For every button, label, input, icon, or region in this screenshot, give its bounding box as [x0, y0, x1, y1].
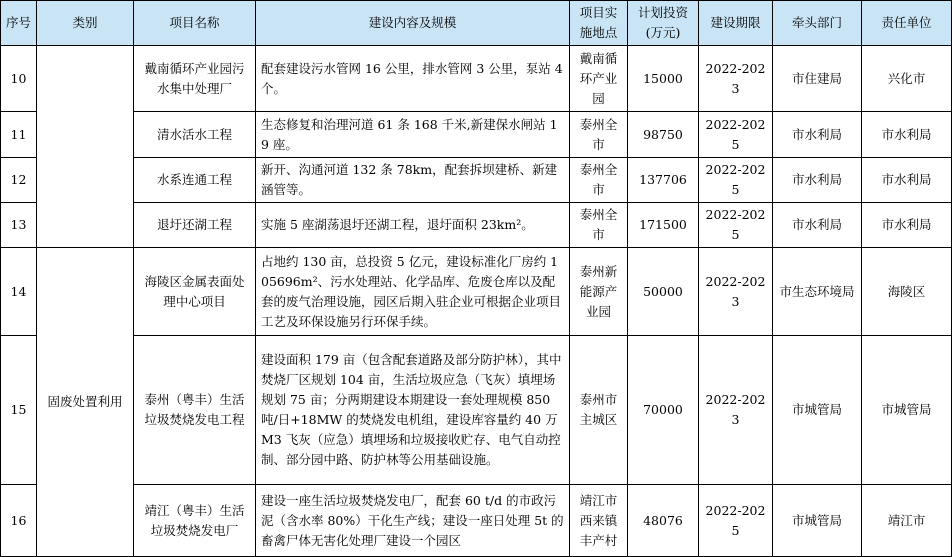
row-no: 13	[1, 203, 37, 248]
row-location: 泰州新能源产业园	[570, 248, 628, 336]
row-content: 新开、沟通河道 132 条 78km，配套拆坝建桥、新建涵管等。	[256, 158, 570, 203]
row-no: 11	[1, 112, 37, 158]
header-period: 建设期限	[699, 1, 773, 46]
row-location: 戴南循环产业园	[570, 46, 628, 112]
header-content: 建设内容及规模	[256, 1, 570, 46]
row-name: 清水活水工程	[134, 112, 256, 158]
row-investment: 137706	[628, 158, 699, 203]
row-unit: 市城管局	[862, 336, 952, 485]
row-location: 泰州全市	[570, 158, 628, 203]
row-period: 2022-2025	[699, 112, 773, 158]
row-unit: 靖江市	[862, 485, 952, 557]
category-cell-blank	[37, 46, 134, 248]
row-name: 泰州（粤丰）生活垃圾焚烧发电工程	[134, 336, 256, 485]
row-lead: 市水利局	[773, 112, 862, 158]
header-lead: 牵头部门	[773, 1, 862, 46]
row-no: 10	[1, 46, 37, 112]
row-period: 2022-2025	[699, 485, 773, 557]
row-no: 12	[1, 158, 37, 203]
row-investment: 15000	[628, 46, 699, 112]
table-row	[1, 203, 952, 248]
header-name: 项目名称	[134, 1, 256, 46]
row-content: 生态修复和治理河道 61 条 168 千米,新建保水闸站 19 座。	[256, 112, 570, 158]
table-row	[1, 336, 952, 485]
row-investment: 50000	[628, 248, 699, 336]
table-row	[1, 112, 952, 158]
row-no: 14	[1, 248, 37, 336]
header-unit: 责任单位	[862, 1, 952, 46]
row-name: 水系连通工程	[134, 158, 256, 203]
row-lead: 市住建局	[773, 46, 862, 112]
header-investment: 计划投资(万元)	[628, 1, 699, 46]
row-investment: 48076	[628, 485, 699, 557]
row-name: 海陵区金属表面处理中心项目	[134, 248, 256, 336]
header-no: 序号	[1, 1, 37, 46]
row-location: 靖江市西来镇丰产村	[570, 485, 628, 557]
row-location: 泰州全市	[570, 203, 628, 248]
table-row	[1, 485, 952, 557]
row-content: 建设一座生活垃圾焚烧发电厂，配套 60 t/d 的市政污泥（含水率 80%）干化生产线；建设一座日处理 5t 的畜禽尸体无害化处理厂建设一个园区	[256, 485, 570, 557]
table-row	[1, 46, 952, 112]
row-period: 2022-2025	[699, 158, 773, 203]
row-content: 配套建设污水管网 16 公里，排水管网 3 公里，泵站 4 个。	[256, 46, 570, 112]
row-name: 退圩还湖工程	[134, 203, 256, 248]
row-lead: 市城管局	[773, 485, 862, 557]
row-investment: 171500	[628, 203, 699, 248]
category-cell: 固废处置利用	[37, 248, 134, 557]
row-period: 2022-2023	[699, 336, 773, 485]
row-name: 戴南循环产业园污水集中处理厂	[134, 46, 256, 112]
row-lead: 市生态环境局	[773, 248, 862, 336]
header-row	[1, 1, 952, 46]
header-category: 类别	[37, 1, 134, 46]
row-period: 2022-2025	[699, 203, 773, 248]
row-lead: 市水利局	[773, 203, 862, 248]
row-no: 15	[1, 336, 37, 485]
row-period: 2022-2023	[699, 248, 773, 336]
row-unit: 市水利局	[862, 203, 952, 248]
table-row	[1, 248, 952, 336]
row-unit: 兴化市	[862, 46, 952, 112]
row-unit: 市水利局	[862, 158, 952, 203]
row-content: 实施 5 座湖荡退圩还湖工程，退圩面积 23km²。	[256, 203, 570, 248]
row-lead: 市水利局	[773, 158, 862, 203]
row-no: 16	[1, 485, 37, 557]
row-unit: 海陵区	[862, 248, 952, 336]
row-investment: 98750	[628, 112, 699, 158]
row-name: 靖江（粤丰）生活垃圾焚烧发电厂	[134, 485, 256, 557]
row-content: 占地约 130 亩，总投资 5 亿元，建设标准化厂房约 105696m²、污水处理站、化学品库、危废仓库以及配套的废气治理设施，园区后期入驻企业可根据企业项目工艺及环保设施另行环保手续。	[256, 248, 570, 336]
row-unit: 市水利局	[862, 112, 952, 158]
table-row	[1, 158, 952, 203]
row-period: 2022-2023	[699, 46, 773, 112]
row-investment: 70000	[628, 336, 699, 485]
row-content: 建设面积 179 亩（包含配套道路及部分防护林），其中焚烧厂区规划 104 亩，生活垃圾应急（飞灰）填埋场规划 75 亩；分两期建设本期建设一套处理规模 850 吨/日+18MW 的焚烧发电机组，建设库容量约 40 万 M3 飞灰（应急）填埋场和垃圾接收贮存、电气自动控制、部分园中路、防护林等公用基础设施。	[256, 336, 570, 485]
row-lead: 市城管局	[773, 336, 862, 485]
row-location: 泰州全市	[570, 112, 628, 158]
row-location: 泰州市主城区	[570, 336, 628, 485]
header-location: 项目实施地点	[570, 1, 628, 46]
